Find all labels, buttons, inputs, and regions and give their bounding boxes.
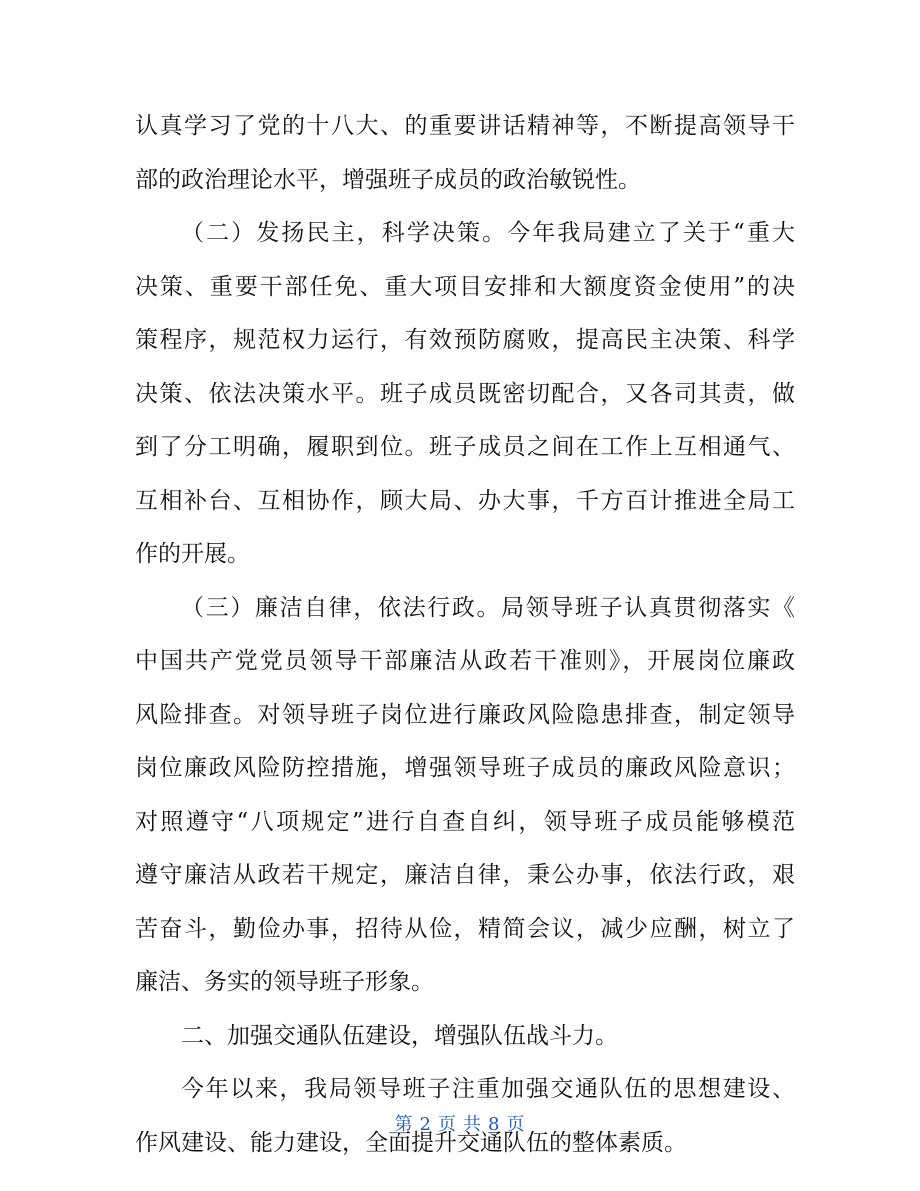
text-line: （三）廉洁自律，依法行政。局领导班子认真贯彻落实《 <box>181 594 795 621</box>
text-line: 互相补台、互相协作，顾大局、办大事，千方百计推进全局工 <box>135 487 795 514</box>
text-line: 策程序，规范权力运行，有效预防腐败，提高民主决策、科学 <box>135 327 795 353</box>
text-line: 遵守廉洁从政若干规定，廉洁自律，秉公办事，依法行政，艰 <box>135 862 795 888</box>
text-line: 作的开展。 <box>135 541 250 567</box>
document-body <box>135 100 795 1170</box>
footer-suffix: 页 <box>506 1114 526 1135</box>
footer-prefix: 第 <box>394 1114 414 1135</box>
text-line: 廉洁、务实的领导班子形象。 <box>135 969 434 995</box>
text-line: 岗位廉政风险防控措施，增强领导班子成员的廉政风险意识； <box>135 755 795 781</box>
text-line: 决策、依法决策水平。班子成员既密切配合，又各司其责，做 <box>135 380 795 407</box>
text-line: （二）发扬民主，科学决策。今年我局建立了关于“重大 <box>181 220 795 246</box>
text-line: 中国共产党党员领导干部廉洁从政若干准则》，开展岗位廉政 <box>135 648 795 674</box>
text-line: 作风建设、能力建设，全面提升交通队伍的整体素质。 <box>135 1129 687 1156</box>
text-line: 风险排查。对领导班子岗位进行廉政风险隐患排查，制定领导 <box>135 701 795 728</box>
footer-total-word: 共 <box>463 1114 482 1135</box>
text-line: 苦奋斗，勤俭办事，招待从俭，精简会议，减少应酬，树立了 <box>135 915 795 942</box>
text-line: 部的政治理论水平，增强班子成员的政治敏锐性。 <box>135 166 641 193</box>
footer-current-page: 2 <box>419 1114 432 1135</box>
text-line: 决策、重要干部任免、重大项目安排和大额度资金使用”的决 <box>135 273 795 300</box>
text-line: 今年以来，我局领导班子注重加强交通队伍的思想建设、 <box>181 1076 795 1102</box>
text-line: 到了分工明确，履职到位。班子成员之间在工作上互相通气、 <box>135 434 795 460</box>
text-line: 二、加强交通队伍建设，增强队伍战斗力。 <box>181 1022 618 1049</box>
page-footer <box>0 1110 920 1136</box>
footer-total-pages: 8 <box>488 1114 501 1135</box>
text-line: 认真学习了党的十八大、的重要讲话精神等，不断提高领导干 <box>135 113 795 139</box>
footer-page-word: 页 <box>438 1114 457 1135</box>
text-line: 对照遵守“八项规定”进行自查自纠，领导班子成员能够模范 <box>135 808 795 835</box>
